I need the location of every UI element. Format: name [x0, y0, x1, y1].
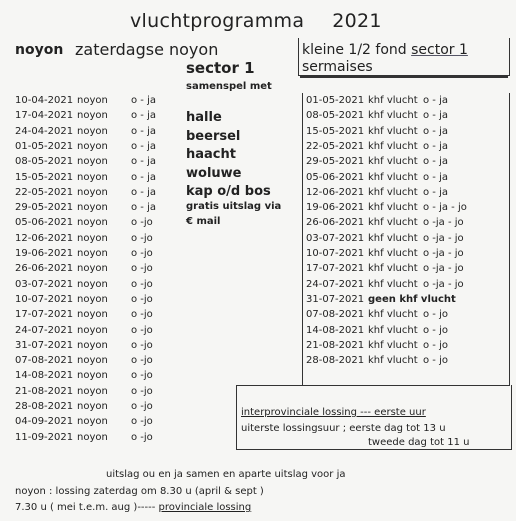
left-schedule-row [15, 340, 175, 353]
row-flag: o -jo [131, 263, 153, 275]
row-kind: khf vlucht [368, 156, 418, 168]
row-kind: khf vlucht [368, 324, 418, 336]
row-flag: o - ja [423, 140, 448, 152]
row-place: noyon [77, 401, 108, 412]
row-date: 26-06-2021 [15, 263, 74, 275]
row-flag: o - ja [131, 156, 156, 168]
row-flag: o -jo [131, 370, 153, 382]
right-header-line1 [302, 42, 468, 58]
row-date: 10-04-2021 [15, 95, 74, 106]
row-flag: o - ja [131, 125, 156, 137]
row-kind: khf vlucht [368, 263, 418, 275]
partner-club: haacht [186, 147, 236, 162]
row-flag: o - ja [131, 110, 156, 122]
row-date: 07-08-2021 [306, 309, 365, 321]
row-flag: o - ja [131, 171, 156, 183]
row-date: 31-07-2021 [15, 339, 74, 351]
row-date: 21-08-2021 [306, 339, 365, 351]
row-flag: o -jo [131, 339, 153, 351]
page-title [130, 10, 382, 32]
footer-lossing-time [15, 502, 251, 513]
footer-provinciale-lossing: provinciale lossing [158, 502, 252, 513]
row-place: noyon [77, 232, 108, 244]
right-schedule-row [306, 233, 504, 246]
row-place: noyon [77, 370, 108, 382]
row-flag: o - jo [423, 339, 448, 351]
footer-lossing-note: noyon : lossing zaterdag om 8.30 u (april & sept ) [15, 486, 264, 497]
left-schedule-row [15, 172, 175, 185]
right-schedule-row [306, 126, 504, 139]
left-schedule-row [15, 325, 175, 338]
row-date: 04-09-2021 [15, 416, 74, 428]
right-schedule-row [306, 279, 504, 292]
row-kind: khf vlucht [368, 186, 418, 198]
left-schedule-row [15, 263, 175, 276]
left-schedule-row [15, 401, 175, 414]
row-place: noyon [77, 385, 108, 397]
row-place: noyon [77, 293, 108, 305]
row-flag: o -jo [131, 324, 153, 336]
partner-club: halle [186, 110, 222, 125]
row-flag: o -jo [131, 293, 153, 305]
left-schedule-row [15, 370, 175, 383]
row-place: noyon [77, 171, 108, 183]
row-date: 24-04-2021 [15, 125, 74, 137]
row-date: 14-08-2021 [306, 324, 365, 336]
row-place: noyon [77, 125, 108, 137]
row-flag: o - jo [423, 309, 448, 321]
row-date: 12-06-2021 [15, 232, 74, 244]
row-place: noyon [77, 217, 108, 229]
row-flag: o -jo [131, 217, 153, 229]
row-flag: o -jo [131, 309, 153, 321]
row-date: 26-06-2021 [306, 217, 365, 229]
right-schedule-row [306, 355, 504, 368]
row-place: noyon [77, 355, 108, 367]
left-schedule-row [15, 141, 175, 154]
row-date: 29-05-2021 [15, 202, 74, 214]
right-schedule-row [306, 325, 504, 338]
samenspel-label: samenspel met [186, 81, 272, 92]
row-flag: o -jo [131, 431, 153, 443]
left-schedule-row [15, 294, 175, 307]
row-date: 01-05-2021 [306, 95, 365, 106]
row-date: 10-07-2021 [15, 293, 74, 305]
partner-club: beersel [186, 128, 241, 144]
row-date: 11-09-2021 [15, 431, 74, 443]
row-date: 12-06-2021 [306, 186, 365, 198]
row-flag: o - ja [423, 171, 448, 183]
row-kind: khf vlucht [368, 125, 418, 137]
left-schedule-row [15, 110, 175, 123]
row-flag: o -jo [131, 385, 153, 397]
row-flag: o - ja [423, 156, 448, 168]
row-flag: o - ja [423, 95, 448, 106]
row-date: 24-07-2021 [15, 324, 74, 336]
row-date: 21-08-2021 [15, 385, 74, 397]
right-schedule-row [306, 294, 504, 307]
sector-heading: sector 1 [186, 59, 255, 77]
left-schedule-row [15, 248, 175, 261]
row-date: 03-07-2021 [15, 278, 74, 290]
row-kind: khf vlucht [368, 202, 418, 214]
row-kind: khf vlucht [368, 110, 418, 122]
row-date: 17-07-2021 [306, 263, 365, 275]
row-kind: khf vlucht [368, 171, 418, 183]
row-date: 28-08-2021 [15, 401, 74, 412]
left-schedule-row [15, 386, 175, 399]
row-place: noyon [77, 278, 108, 290]
partner-club: kap o/d bos [186, 184, 271, 199]
row-date: 05-06-2021 [15, 217, 74, 229]
row-flag: o - ja [131, 186, 156, 198]
row-kind: geen khf vlucht [368, 293, 456, 305]
row-date: 17-07-2021 [15, 309, 74, 321]
row-flag: o - jo [423, 355, 448, 367]
row-kind: khf vlucht [368, 217, 418, 229]
right-schedule-row [306, 263, 504, 276]
right-header-fond: kleine 1/2 fond [302, 42, 407, 58]
row-date: 22-05-2021 [306, 140, 365, 152]
right-schedule-row [306, 309, 504, 322]
title-year: 2021 [332, 10, 382, 32]
row-flag: o -jo [131, 416, 153, 428]
right-header-line2: sermaises [302, 59, 373, 75]
row-place: noyon [77, 110, 108, 122]
row-kind: khf vlucht [368, 278, 418, 290]
row-date: 29-05-2021 [306, 156, 365, 168]
row-date: 08-05-2021 [15, 156, 74, 168]
left-schedule-row [15, 355, 175, 368]
row-date: 31-07-2021 [306, 293, 365, 305]
right-schedule-row [306, 172, 504, 185]
right-schedule-row [306, 156, 504, 169]
row-place: noyon [77, 263, 108, 275]
right-schedule-row [306, 95, 504, 108]
left-header-label: noyon [15, 42, 64, 58]
row-flag: o -ja - jo [423, 217, 464, 229]
left-schedule-row [15, 156, 175, 169]
row-place: noyon [77, 140, 108, 152]
row-place: noyon [77, 416, 108, 428]
left-schedule-row [15, 217, 175, 230]
partner-club: woluwe [186, 165, 242, 181]
row-flag: o - ja [423, 186, 448, 198]
row-place: noyon [77, 339, 108, 351]
left-schedule-row [15, 279, 175, 292]
row-kind: khf vlucht [368, 309, 418, 321]
lossing-line2: uiterste lossingsuur ; eerste dag tot 13 u [241, 423, 446, 434]
row-flag: o -ja - jo [423, 232, 464, 244]
title-text: vluchtprogramma [130, 10, 305, 32]
row-flag: o -ja - jo [423, 278, 464, 290]
email-label: € mail [186, 215, 221, 227]
row-flag: o - ja [131, 202, 156, 214]
row-date: 03-07-2021 [306, 232, 365, 244]
row-kind: khf vlucht [368, 95, 418, 106]
row-date: 28-08-2021 [306, 355, 365, 367]
row-date: 19-06-2021 [306, 202, 365, 214]
right-schedule-row [306, 187, 504, 200]
row-flag: o -jo [131, 278, 153, 290]
right-schedule-row [306, 217, 504, 230]
right-schedule-row [306, 248, 504, 261]
row-kind: khf vlucht [368, 140, 418, 152]
row-flag: o -jo [131, 355, 153, 367]
left-schedule-row [15, 95, 175, 108]
row-date: 22-05-2021 [15, 186, 74, 198]
row-place: noyon [77, 186, 108, 198]
right-schedule-row [306, 340, 504, 353]
row-flag: o - ja - jo [423, 202, 467, 214]
row-kind: khf vlucht [368, 355, 418, 367]
row-flag: o -jo [131, 401, 153, 412]
right-schedule-row [306, 141, 504, 154]
row-place: noyon [77, 202, 108, 214]
row-kind: khf vlucht [368, 339, 418, 351]
row-kind: khf vlucht [368, 248, 418, 259]
row-place: noyon [77, 95, 108, 106]
row-flag: o -ja - jo [423, 248, 464, 259]
row-flag: o - ja [423, 110, 448, 122]
row-date: 05-06-2021 [306, 171, 365, 183]
row-flag: o - ja [131, 140, 156, 152]
row-date: 19-06-2021 [15, 248, 74, 259]
left-schedule-row [15, 233, 175, 246]
left-schedule-row [15, 202, 175, 215]
right-schedule-row [306, 202, 504, 215]
footer-time-text: 7.30 u ( mei t.e.m. aug )----- [15, 502, 156, 513]
row-date: 08-05-2021 [306, 110, 365, 122]
footer-uitslag-note: uitslag ou en ja samen en aparte uitslag voor ja [106, 469, 346, 480]
row-date: 17-04-2021 [15, 110, 74, 122]
row-date: 24-07-2021 [306, 278, 365, 290]
row-date: 01-05-2021 [15, 140, 74, 152]
gratis-uitslag-label: gratis uitslag via [186, 200, 282, 212]
row-kind: khf vlucht [368, 232, 418, 244]
right-schedule-row [306, 110, 504, 123]
left-schedule-row [15, 309, 175, 322]
left-schedule-row [15, 187, 175, 200]
row-date: 10-07-2021 [306, 248, 365, 259]
row-date: 15-05-2021 [306, 125, 365, 137]
right-header-sector: sector 1 [411, 42, 468, 58]
right-header-divider [300, 76, 508, 78]
left-schedule-row [15, 432, 175, 445]
row-place: noyon [77, 324, 108, 336]
lossing-line1: interprovinciale lossing --- eerste uur [241, 407, 426, 418]
row-flag: o - ja [131, 95, 156, 106]
lossing-line3: tweede dag tot 11 u [368, 437, 470, 448]
row-place: noyon [77, 248, 108, 259]
row-flag: o - ja [423, 125, 448, 137]
row-place: noyon [77, 156, 108, 168]
row-date: 14-08-2021 [15, 370, 74, 382]
row-flag: o -ja - jo [423, 263, 464, 275]
left-header-subtitle: zaterdagse noyon [75, 40, 219, 59]
row-place: noyon [77, 309, 108, 321]
row-flag: o -jo [131, 232, 153, 244]
left-schedule-row [15, 416, 175, 429]
row-date: 15-05-2021 [15, 171, 74, 183]
row-flag: o -jo [131, 248, 153, 259]
row-place: noyon [77, 431, 108, 443]
row-date: 07-08-2021 [15, 355, 74, 367]
row-flag: o - jo [423, 324, 448, 336]
left-schedule-row [15, 126, 175, 139]
